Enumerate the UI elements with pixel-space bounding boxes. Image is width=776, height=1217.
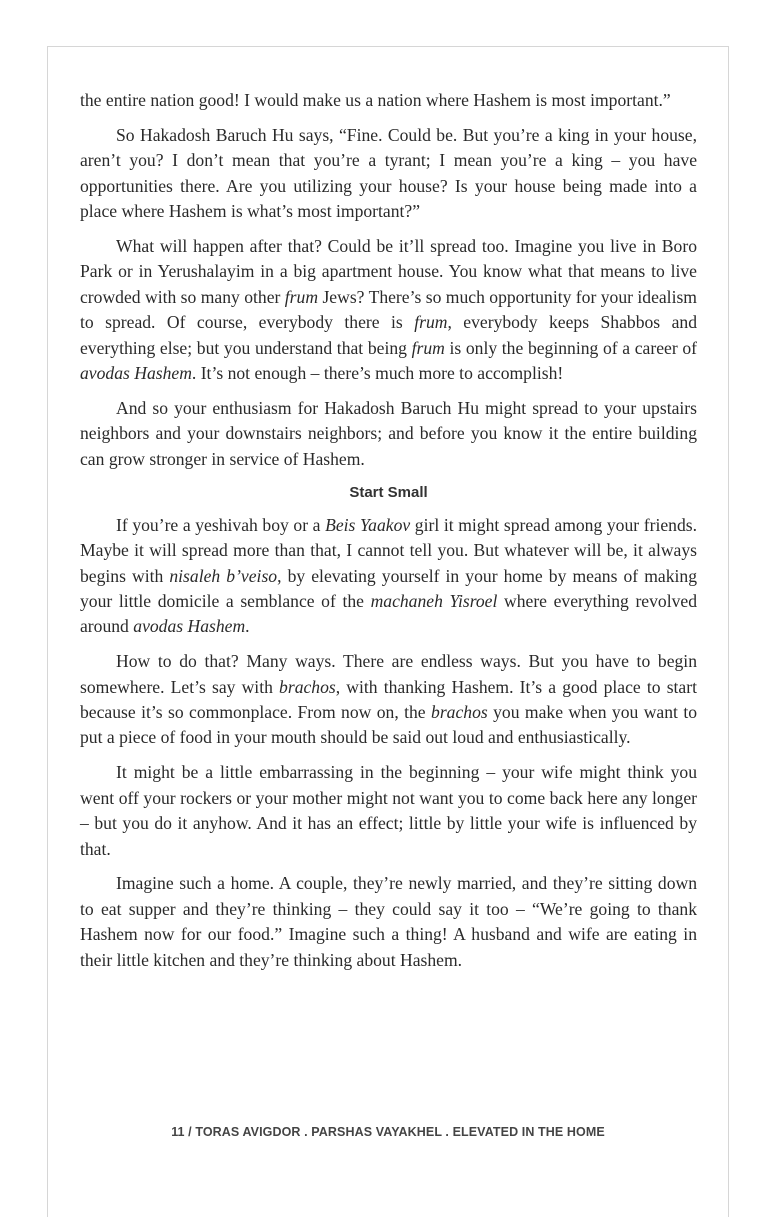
paragraph [80,234,697,386]
section-after [80,513,697,973]
text-run: Imagine such a home. A couple, they’re newly married, and they’re sitting down to eat supper and they’re thinking – they could say it too – “We’re going to thank Hashem now for our food.” Imagine such a thing! A husband and wife are eating in their little kitchen and they’re thinking about Hashem. [80,873,697,970]
text-run: where everything revolved around [80,590,697,637]
italic-term: frum [284,286,319,307]
text-run: And so your enthusiasm for Hakadosh Baruch Hu might spread to your upstairs neighbors and your downstairs neighbors; and before you know it the entire building can grow stronger in service of Hashem. [80,397,697,469]
text-run: , with thanking Hashem. It’s a good place to start because it’s so commonplace. From now on, the [80,676,697,723]
text-run: . [245,616,250,637]
text-run: . It’s not enough – there’s much more to accomplish! [191,363,564,384]
text-run: So Hakadosh Baruch Hu says, “Fine. Could be. But you’re a king in your house, aren’t you? I don’t mean that you’re a tyrant; I mean you’re a king – you have opportunities there. Are you utilizing your house? Is your house being made into a place where Hashem is what’s most important?” [80,124,697,222]
text-run: you make when you want to put a piece of food in your mouth should be said out loud and enthusiastically. [80,702,698,748]
italic-term: brachos [279,676,336,697]
text-run: Jews? There’s so much opportunity for your idealism to spread. Of course, everybody there is [80,286,697,333]
text-run: the entire nation good! I would make us a nation where Hashem is most important.” [80,90,671,110]
text-run: , by elevating yourself in your home by means of making your little domicile a semblance of the [80,565,697,611]
paragraph [80,760,697,862]
italic-term: avodas Hashem [80,363,192,384]
italic-term: frum [411,337,445,358]
italic-term: brachos [431,702,488,723]
body-text [80,88,697,983]
paragraph [80,513,697,640]
text-run: What will happen after that? Could be it’ll spread too. Imagine you live in Boro Park or in Yerushalayim in a big apartment house. You know what that means to live crowded with so many other [80,236,697,307]
text-run: If you’re a yeshivah boy or a [116,514,326,535]
paragraph [80,871,697,973]
text-run: It might be a little embarrassing in the beginning – your wife might think you went off your rockers or your mother might not want you to come back here any longer – but you do it anyhow. And it has an effect; little by little your wife is influenced by that. [80,762,697,859]
section-before [80,88,697,472]
paragraph [80,396,697,472]
italic-term: nisaleh b’veiso [169,565,278,586]
italic-term: frum [414,312,448,333]
italic-term: machaneh Yisroel [370,590,498,611]
italic-term: avodas Hashem [133,616,246,637]
text-run: , everybody keeps Shabbos and everything else; but you understand that being [80,312,698,358]
italic-term: Beis Yaakov [325,514,411,535]
paragraph [80,88,697,113]
paragraph [80,123,697,225]
page-footer: 11 / TORAS AVIGDOR . PARSHAS VAYAKHEL . ELEVATED IN THE HOME [171,1125,605,1139]
text-run: girl it might spread among your friends. Maybe it will spread more than that, I cannot tell you. But whatever will be, it always begins with [80,514,697,586]
text-run: How to do that? Many ways. There are endless ways. But you have to begin somewhere. Let’s say with [80,651,697,697]
text-run: is only the beginning of a career of [444,337,697,358]
paragraph [80,649,697,751]
section-heading: Start Small [349,483,428,501]
